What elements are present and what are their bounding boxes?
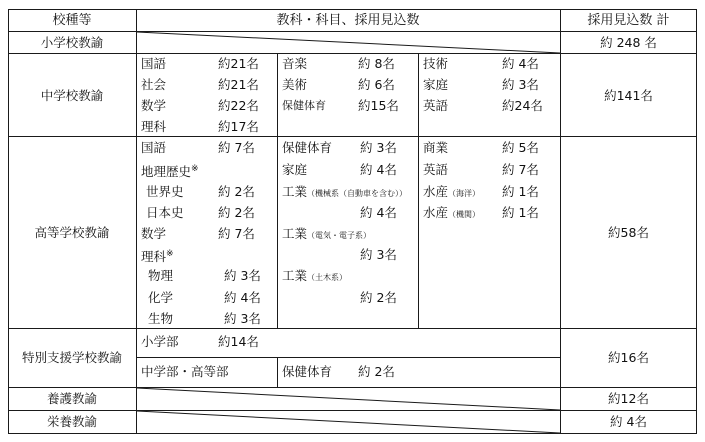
special-subject: 保健体育 xyxy=(282,364,333,379)
high-subject-group: 工業（土木系） xyxy=(282,268,348,283)
note-mark: ※ xyxy=(191,164,199,174)
high-name: 高等学校教諭 xyxy=(34,225,110,240)
high-subject: 数学 xyxy=(141,226,167,241)
high-subject: 保健体育 xyxy=(282,140,333,155)
diagonal-yogo xyxy=(137,388,560,410)
high-count: 約 4名 xyxy=(360,205,397,220)
junior-count: 約17名 xyxy=(218,119,259,134)
high-subject: 世界史 xyxy=(146,184,184,199)
junior-subject: 社会 xyxy=(141,77,167,92)
high-subject: 国語 xyxy=(141,140,167,155)
special-name: 特別支援学校教諭 xyxy=(21,350,122,365)
high-count: 約 3名 xyxy=(224,268,261,283)
high-count: 約 7名 xyxy=(502,162,539,177)
high-count: 約 7名 xyxy=(218,140,255,155)
high-subject-note: （土木系） xyxy=(307,273,348,282)
high-count: 約 3名 xyxy=(360,247,397,262)
header-subjects: 教科・科目、採用見込数 xyxy=(276,13,420,28)
high-subject: 化学 xyxy=(148,290,174,305)
junior-count: 約21名 xyxy=(218,77,259,92)
junior-subject: 音楽 xyxy=(282,56,308,71)
high-subject-note: （機関） xyxy=(448,210,481,219)
special-count: 約 2名 xyxy=(358,364,395,379)
eiyo-name: 栄養教諭 xyxy=(46,414,97,429)
junior-subject: 英語 xyxy=(423,98,449,113)
high-subject-note: （機械系（自動車を含む）） xyxy=(307,189,408,198)
high-subject-group: 水産（海洋） xyxy=(423,184,481,199)
yogo-total: 約12名 xyxy=(608,391,649,406)
header-total: 採用見込数 計 xyxy=(587,13,670,28)
junior-total: 約141名 xyxy=(604,88,653,103)
high-count: 約 2名 xyxy=(360,290,397,305)
high-count: 約 4名 xyxy=(224,290,261,305)
high-total: 約58名 xyxy=(608,225,649,240)
high-subject-group: 地理歴史※ xyxy=(141,164,199,180)
high-count: 約 5名 xyxy=(502,140,539,155)
junior-count: 約 4名 xyxy=(502,56,539,71)
junior-subject: 家庭 xyxy=(423,77,449,92)
junior-subject: 国語 xyxy=(141,56,167,71)
high-subject: 英語 xyxy=(423,162,449,177)
high-subject-group: 工業（電気・電子系） xyxy=(282,226,372,241)
junior-subject: 美術 xyxy=(282,77,308,92)
junior-count: 約15名 xyxy=(358,98,399,113)
diagonal-eiyo xyxy=(137,411,560,433)
junior-count: 約21名 xyxy=(218,56,259,71)
high-count: 約 2名 xyxy=(218,184,255,199)
high-subject-group: 理科※ xyxy=(141,249,174,265)
high-count: 約 7名 xyxy=(218,226,255,241)
junior-subject: 保健体育 xyxy=(282,99,326,112)
junior-count: 約 8名 xyxy=(358,56,395,71)
high-subject: 日本史 xyxy=(146,205,184,220)
junior-count: 約 3名 xyxy=(502,77,539,92)
special-total: 約16名 xyxy=(608,350,649,365)
high-subject: 生物 xyxy=(148,311,174,326)
elementary-name: 小学校教諭 xyxy=(40,35,104,50)
high-count: 約 1名 xyxy=(502,205,539,220)
junior-count: 約 6名 xyxy=(358,77,395,92)
high-count: 約 4名 xyxy=(360,162,397,177)
diagonal-elementary xyxy=(137,32,560,53)
junior-subject: 技術 xyxy=(423,56,449,71)
high-subject-group: 水産（機関） xyxy=(423,205,481,220)
high-count: 約 2名 xyxy=(218,205,255,220)
junior-count: 約24名 xyxy=(502,98,543,113)
special-dept: 中学部・高等部 xyxy=(141,364,229,379)
high-subject-note: （海洋） xyxy=(448,189,481,198)
high-count: 約 1名 xyxy=(502,184,539,199)
special-count: 約14名 xyxy=(218,334,259,349)
special-dept: 小学部 xyxy=(141,334,179,349)
yogo-name: 養護教諭 xyxy=(46,391,97,406)
high-subject: 物理 xyxy=(148,268,174,283)
high-subject: 商業 xyxy=(423,140,449,155)
eiyo-total: 約 4名 xyxy=(610,414,647,429)
high-count: 約 3名 xyxy=(224,311,261,326)
junior-subject: 理科 xyxy=(141,119,167,134)
header-school-type: 校種等 xyxy=(52,13,92,28)
high-subject-group: 工業（機械系（自動車を含む）） xyxy=(282,184,408,199)
high-subject: 家庭 xyxy=(282,162,308,177)
note-mark: ※ xyxy=(166,249,174,259)
junior-count: 約22名 xyxy=(218,98,259,113)
elementary-total: 約 248 名 xyxy=(600,35,657,50)
high-subject-note: （電気・電子系） xyxy=(307,231,372,240)
junior-subject: 数学 xyxy=(141,98,167,113)
high-count: 約 3名 xyxy=(360,140,397,155)
junior-name: 中学校教諭 xyxy=(40,88,104,103)
